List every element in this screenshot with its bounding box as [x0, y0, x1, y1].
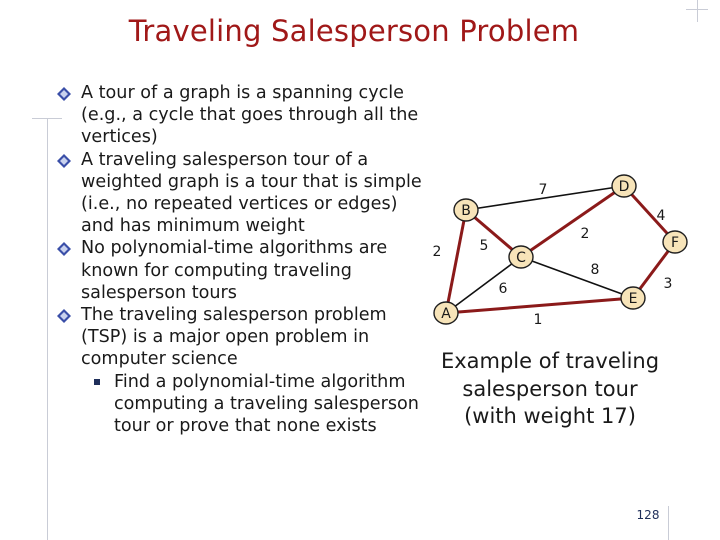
bullet-text: A tour of a graph is a spanning cycle (e.g., a cycle that goes through all the vertices) — [81, 83, 419, 148]
sub-bullet-text: Find a polynomial-time algorithm computing a traveling salesperson tour or prove that none exists — [114, 371, 419, 437]
caption-line-3: (with weight 17) — [464, 404, 636, 428]
bullet-text: The traveling salesperson problem (TSP) is a major open problem in computer science — [81, 305, 387, 370]
vertex-label-b: B — [461, 203, 471, 219]
page-number: 128 — [636, 508, 660, 522]
vertex-label-e: E — [628, 291, 638, 307]
vertex-label-c: C — [516, 250, 526, 266]
vertex-label-f: F — [670, 235, 680, 251]
weight-b-c: 5 — [479, 238, 489, 254]
edge-c-d — [521, 186, 624, 257]
weight-a-c: 6 — [498, 281, 508, 297]
bullet-text: No polynomial-time algorithms are known for computing traveling salesperson tours — [81, 238, 388, 303]
weight-b-d: 7 — [538, 182, 548, 198]
bullet-text: A traveling salesperson tour of a weighted graph is a tour that is simple (i.e., no repeated vertices or edges) and has minimum weight — [81, 149, 422, 237]
weight-d-f: 4 — [656, 208, 666, 224]
weight-a-e: 1 — [533, 312, 543, 328]
graph-caption — [430, 348, 670, 431]
caption-line-2: salesperson tour — [462, 376, 638, 401]
weight-e-f: 3 — [663, 276, 673, 292]
weight-c-e: 8 — [590, 262, 600, 278]
weight-a-b: 2 — [432, 244, 442, 260]
vertex-label-a: A — [441, 306, 451, 322]
edge-a-b — [446, 210, 466, 313]
edge-a-c — [446, 257, 521, 313]
vertex-label-d: D — [618, 179, 630, 195]
caption-line-1: Example of traveling — [440, 349, 660, 373]
edge-c-e — [521, 257, 633, 298]
slide-title: Traveling Salesperson Problem — [128, 14, 580, 48]
edge-a-e — [446, 298, 633, 313]
weight-c-d: 2 — [580, 226, 590, 242]
